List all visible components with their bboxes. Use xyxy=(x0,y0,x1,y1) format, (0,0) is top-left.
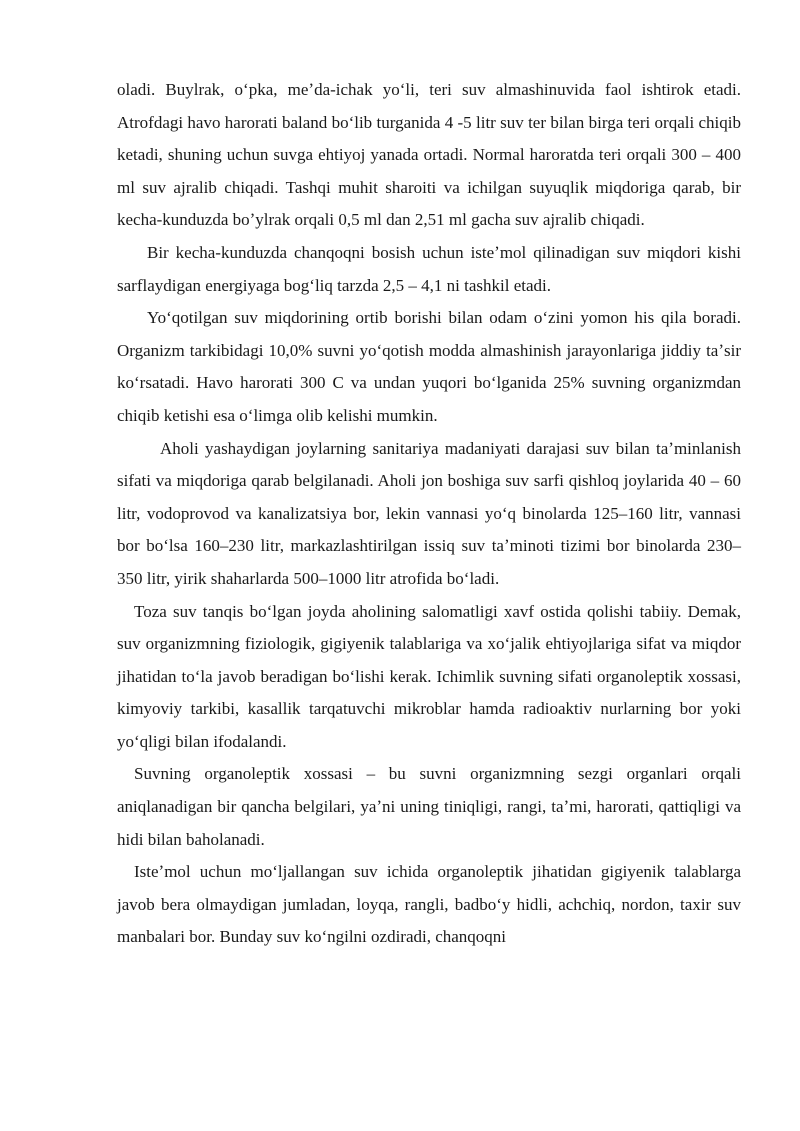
paragraph-3: Yoʻqotilgan suv miqdorining ortib borishi bilan odam oʻzini yomon his qila boradi. Organizm tarkibidagi 10,0% suvni yoʻqotish modda almashinish jarayonlariga jiddiy taʼsir koʻrsatadi. Havo harorati 300 C va undan yuqori boʻlganida 25% suvning organizmdan chiqib ketishi esa oʻlimga olib kelishi mumkin. xyxy=(117,308,741,425)
paragraph-1: oladi. Buylrak, oʻpka, meʼda-ichak yoʻli, teri suv almashinuvida faol ishtirok etadi. Atrofdagi havo harorati baland boʻlib turganida 4 -5 litr suv ter bilan birga teri orqali chiqib ketadi, shuning uchun suvga ehtiyoj yanada ortadi. Normal haroratda teri orqali 300 – 400 ml suv ajralib chiqadi. Tashqi muhit sharoiti va ichilgan suyuqlik miqdoriga qarab, bir kecha-kunduzda boʼylrak orqali 0,5 ml dan 2,51 ml gacha suv ajralib chiqadi. xyxy=(117,80,741,230)
paragraph-4: Aholi yashaydigan joylarning sanitariya madaniyati darajasi suv bilan taʼminlanish sifati va miqdoriga qarab belgilanadi. Aholi jon boshiga suv sarfi qishloq joylarida 40 – 60 litr, vodoprovod va kanalizatsiya bor, lekin vannasi yoʻq binolarda 125–160 litr, vannasi bor boʻlsa 160–230 litr, markazlashtirilgan issiq suv taʼminoti tizimi bor binolarda 230– 350 litr, yirik shaharlarda 500–1000 litr atrofida boʻladi. xyxy=(117,438,741,588)
paragraph-2: Bir kecha-kunduzda chanqoqni bosish uchun isteʼmol qilinadigan suv miqdori kishi sarflaydigan energiyaga bogʻliq tarzda 2,5 – 4,1 ni tashkil etadi. xyxy=(117,242,741,295)
paragraph-6: Suvning organoleptik xossasi – bu suvni organizmning sezgi organlari orqali aniqlanadigan bir qancha belgilari, yaʼni uning tiniqligi, rangi, taʼmi, harorati, qattiqligi va hidi bilan baholanadi. xyxy=(117,764,741,849)
paragraph-7: Isteʼmol uchun moʻljallangan suv ichida organoleptik jihatidan gigiyenik talablarga javob bera olmaydigan jumladan, loyqa, rangli, badboʻy hidli, achchiq, nordon, taxir suv manbalari bor. Bunday suv koʻngilni ozdiradi, chanqoqni xyxy=(117,862,741,947)
document-page xyxy=(117,74,741,954)
paragraph-5: Toza suv tanqis boʻlgan joyda aholining salomatligi xavf ostida qolishi tabiiy. Demak, suv organizmning fiziologik, gigiyenik talablariga va xoʻjalik ehtiyojlariga sifat va miqdor jihatidan toʻla javob beradigan boʻlishi kerak. Ichimlik suvning sifati organoleptik xossasi, kimyoviy tarkibi, kasallik tarqatuvchi mikroblar hamda radioaktiv nurlarning bor yoki yoʻqligi bilan ifodalandi. xyxy=(117,601,741,751)
